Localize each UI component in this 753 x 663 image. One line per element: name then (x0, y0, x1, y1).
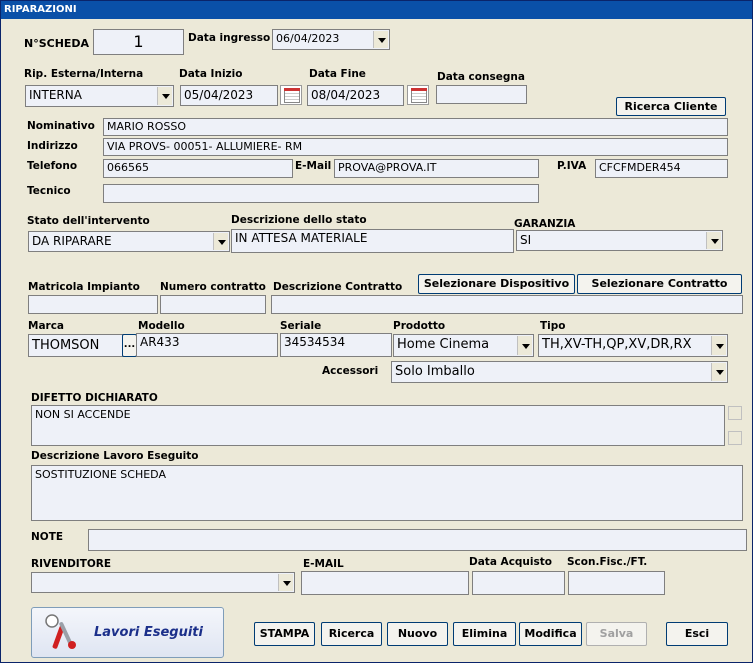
piva-label: P.IVA (557, 160, 587, 172)
email-label: E-Mail (295, 160, 332, 172)
prodotto-select[interactable] (393, 334, 534, 357)
indirizzo-field[interactable]: VIA PROVS- 00051- ALLUMIERE- RM (103, 138, 728, 156)
marca-field[interactable]: THOMSON (28, 334, 124, 357)
chevron-down-icon[interactable] (157, 87, 172, 105)
rip-label: Rip. Esterna/Interna (24, 68, 144, 80)
data-acquisto-label: Data Acquisto (469, 556, 552, 568)
modello-label: Modello (138, 320, 185, 332)
prodotto-value: Home Cinema (397, 337, 490, 352)
data-ingresso-value: 06/04/2023 (276, 32, 340, 45)
tipo-select[interactable] (538, 334, 728, 357)
data-fine-label: Data Fine (309, 68, 366, 80)
data-inizio-label: Data Inizio (179, 68, 243, 80)
scheda-label: N°SCHEDA (24, 37, 90, 50)
lavori-eseguiti-button[interactable] (31, 607, 224, 658)
scheda-number: 1 (93, 29, 184, 55)
email-field[interactable]: PROVA@PROVA.IT (334, 159, 539, 178)
chevron-down-icon[interactable] (373, 31, 388, 48)
lavori-eseguiti-label: Lavori Eseguiti (94, 625, 203, 640)
ricerca-cliente-button[interactable]: Ricerca Cliente (616, 97, 726, 116)
salva-button[interactable]: Salva (586, 622, 647, 646)
tecnico-label: Tecnico (27, 185, 71, 197)
tools-icon (42, 613, 82, 653)
seriale-label: Seriale (280, 320, 322, 332)
descr-stato-label: Descrizione dello stato (231, 214, 367, 226)
tipo-value: TH,XV-TH,QP,XV,DR,RX (542, 337, 692, 352)
tecnico-field[interactable] (103, 184, 539, 203)
marca-browse-button[interactable]: ... (122, 334, 137, 357)
stampa-button[interactable]: STAMPA (254, 622, 315, 646)
scroll-down-icon[interactable] (728, 431, 742, 445)
numero-contratto-label: Numero contratto (160, 281, 266, 293)
descr-stato-field[interactable]: IN ATTESA MATERIALE (231, 229, 514, 253)
data-acquisto-field[interactable] (472, 571, 565, 595)
chevron-down-icon[interactable] (278, 574, 293, 591)
numero-contratto-field[interactable] (160, 295, 266, 314)
difetto-label: DIFETTO DICHIARATO (31, 392, 158, 404)
stato-value: DA RIPARARE (32, 234, 112, 248)
elimina-button[interactable]: Elimina (453, 622, 516, 646)
chevron-down-icon[interactable] (711, 363, 726, 381)
selezionare-dispositivo-button[interactable]: Selezionare Dispositivo (418, 274, 575, 294)
seriale-field[interactable]: 34534534 (280, 333, 392, 357)
chevron-down-icon[interactable] (711, 336, 726, 355)
modello-field[interactable]: AR433 (136, 333, 278, 357)
nominativo-label: Nominativo (27, 120, 95, 132)
chevron-down-icon[interactable] (706, 232, 721, 249)
chevron-down-icon[interactable] (213, 233, 228, 250)
riv-email-label: E-MAIL (303, 558, 344, 570)
descr-contratto-label: Descrizione Contratto (273, 281, 403, 293)
nuovo-button[interactable]: Nuovo (387, 622, 448, 646)
accessori-value: Solo Imballo (395, 364, 475, 379)
rivenditore-label: RIVENDITORE (31, 558, 112, 570)
matricola-label: Matricola Impianto (28, 281, 140, 293)
rivenditore-select[interactable] (31, 572, 295, 593)
data-ingresso-picker[interactable] (272, 29, 390, 50)
calendar-icon[interactable] (407, 85, 429, 105)
stato-select[interactable] (28, 231, 230, 252)
marca-label: Marca (28, 320, 65, 332)
data-inizio-field[interactable]: 05/04/2023 (180, 85, 278, 106)
lavoro-textarea[interactable]: SOSTITUZIONE SCHEDA (31, 465, 743, 521)
scontrino-field[interactable] (568, 571, 665, 595)
piva-field[interactable]: CFCFMDER454 (595, 159, 728, 178)
data-ingresso-label: Data ingresso (188, 32, 271, 44)
garanzia-select[interactable] (516, 230, 723, 251)
telefono-field[interactable]: 066565 (103, 159, 293, 178)
descr-contratto-field[interactable] (271, 295, 743, 314)
calendar-icon[interactable] (280, 85, 302, 105)
esci-button[interactable]: Esci (666, 622, 728, 646)
lavoro-label: Descrizione Lavoro Eseguito (31, 450, 199, 462)
rip-value: INTERNA (29, 88, 82, 102)
ricerca-button[interactable]: Ricerca (321, 622, 382, 646)
data-consegna-label: Data consegna (437, 71, 525, 83)
modifica-button[interactable]: Modifica (519, 622, 582, 646)
difetto-textarea[interactable]: NON SI ACCENDE (31, 405, 725, 446)
telefono-label: Telefono (27, 160, 78, 172)
tipo-label: Tipo (540, 320, 566, 332)
riv-email-field[interactable] (301, 571, 469, 595)
nominativo-field[interactable]: MARIO ROSSO (103, 118, 728, 136)
garanzia-value: SI (520, 233, 532, 247)
scroll-up-icon[interactable] (728, 406, 742, 420)
indirizzo-label: Indirizzo (27, 140, 78, 152)
matricola-field[interactable] (28, 295, 158, 314)
prodotto-label: Prodotto (393, 320, 446, 332)
chevron-down-icon[interactable] (517, 336, 532, 355)
accessori-label: Accessori (322, 365, 379, 377)
rip-select[interactable] (25, 85, 174, 107)
scontrino-label: Scon.Fisc./FT. (567, 556, 648, 568)
note-field[interactable] (88, 529, 747, 551)
selezionare-contratto-button[interactable]: Selezionare Contratto (577, 274, 742, 294)
accessori-select[interactable] (391, 361, 728, 383)
stato-label: Stato dell'intervento (27, 215, 150, 227)
data-consegna-field[interactable] (436, 85, 527, 104)
garanzia-label: GARANZIA (514, 218, 576, 230)
data-fine-field[interactable]: 08/04/2023 (307, 85, 404, 106)
note-label: NOTE (31, 531, 64, 543)
window-title: RIPARAZIONI (1, 1, 752, 19)
